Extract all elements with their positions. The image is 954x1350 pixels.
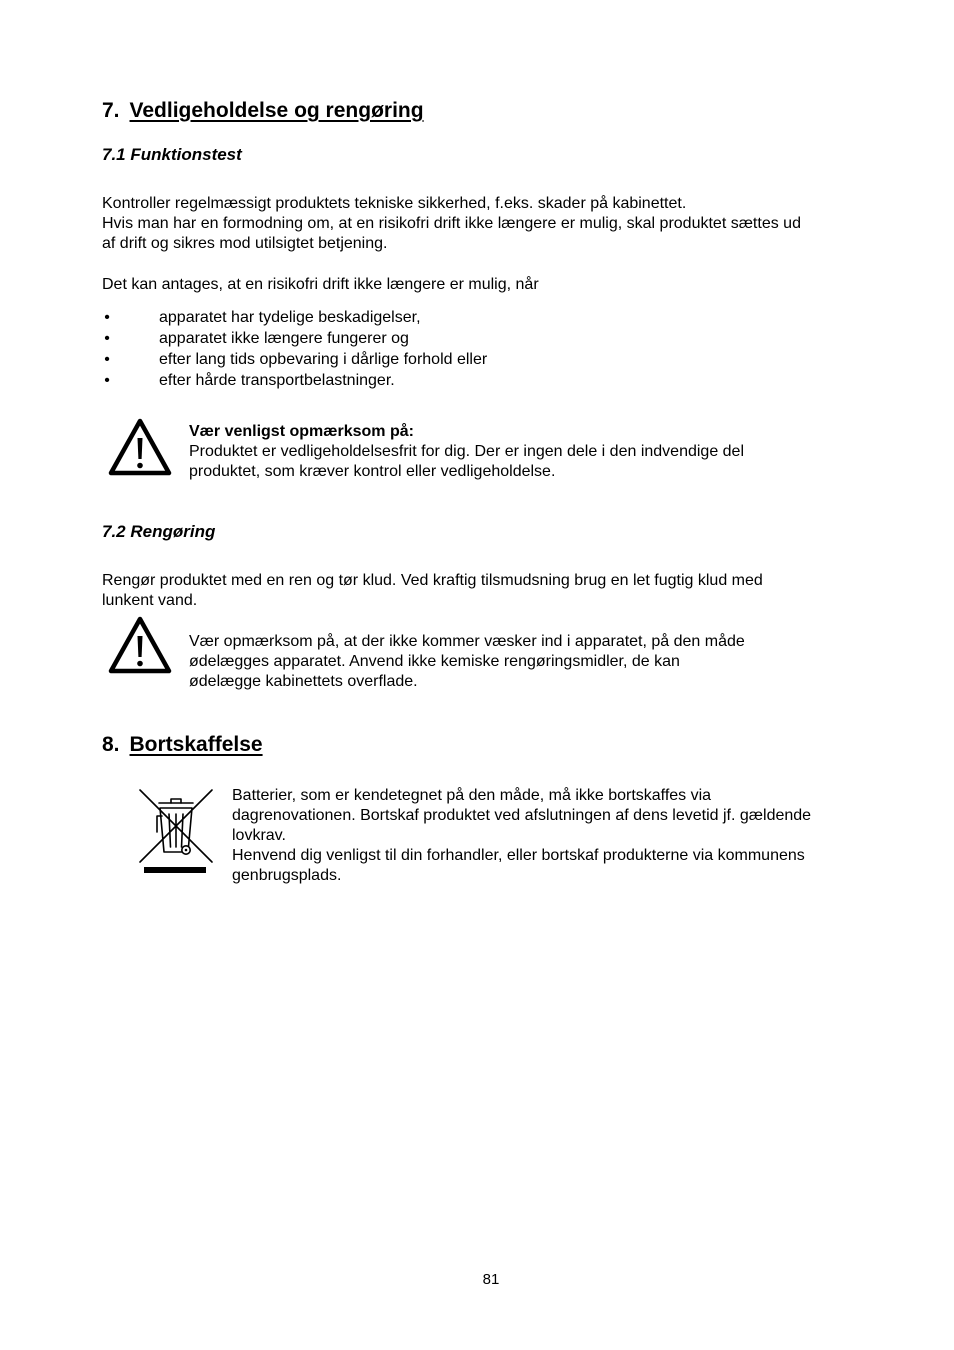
crossed-out-wheelie-bin-icon bbox=[136, 786, 216, 876]
list-item: • apparatet ikke længere fungerer og bbox=[102, 328, 802, 349]
list-item: • efter hårde transportbelastninger. bbox=[102, 370, 802, 391]
warning-heading: Vær venligst opmærksom på: bbox=[189, 423, 414, 440]
bullet-icon: • bbox=[104, 330, 110, 347]
paragraph-line: Rengør produktet med en ren og tør klud. Ved kraftig tilsmudsning brug en let fugtig klud med bbox=[102, 572, 763, 589]
paragraph-line: produktet, som kræver kontrol eller vedligeholdelse. bbox=[189, 463, 556, 480]
subsection-7-1-title: 7.1 Funktionstest bbox=[102, 145, 242, 164]
subsection-7-1-paragraph-2 bbox=[102, 275, 539, 295]
paragraph-line: ødelægge kabinettets overflade. bbox=[189, 673, 418, 690]
paragraph-line: Vær opmærksom på, at der ikke kommer væsker ind i apparatet, på den måde bbox=[189, 633, 745, 650]
warning-triangle-icon bbox=[108, 418, 172, 476]
section-8-number: 8. bbox=[102, 733, 120, 756]
bullet-icon: • bbox=[104, 309, 110, 326]
list-item: • apparatet har tydelige beskadigelser, bbox=[102, 307, 802, 328]
subsection-7-2-title: 7.2 Rengøring bbox=[102, 522, 216, 541]
paragraph-line: Kontroller regelmæssigt produktets tekniske sikkerhed, f.eks. skader på kabinettet. bbox=[102, 195, 687, 212]
section-7-heading bbox=[102, 99, 424, 123]
paragraph-line: Produktet er vedligeholdelsesfrit for dig. Der er ingen dele i den indvendige del bbox=[189, 443, 745, 460]
maintenance-warning-text bbox=[189, 422, 744, 482]
paragraph-line: lovkrav. bbox=[232, 827, 286, 844]
page-number: 81 bbox=[482, 1271, 500, 1288]
condition-bullet-list bbox=[102, 307, 802, 391]
paragraph-line: lunkent vand. bbox=[102, 592, 198, 609]
subsection-7-1-paragraph-1 bbox=[102, 194, 801, 254]
paragraph-line: Hvis man har en formodning om, at en risikofri drift ikke længere er mulig, skal produktet sættes ud bbox=[102, 215, 801, 232]
paragraph-line: ødelægges apparatet. Anvend ikke kemiske rengøringsmidler, de kan bbox=[189, 653, 680, 670]
section-7-title: Vedligeholdelse og rengøring bbox=[129, 99, 424, 122]
paragraph-line: dagrenovationen. Bortskaf produktet ved afslutningen af dens levetid jf. gældende bbox=[232, 807, 812, 824]
subsection-7-2-paragraph bbox=[102, 571, 763, 611]
list-item: • efter lang tids opbevaring i dårlige forhold eller bbox=[102, 349, 802, 370]
cleaning-warning-text bbox=[189, 632, 745, 692]
paragraph-line: af drift og sikres mod utilsigtet betjening. bbox=[102, 235, 388, 252]
paragraph-line: genbrugsplads. bbox=[232, 867, 342, 884]
disposal-text bbox=[232, 786, 811, 886]
paragraph-line: Henvend dig venligst til din forhandler, eller bortskaf produkterne via kommunens bbox=[232, 847, 805, 864]
paragraph-line: Batterier, som er kendetegnet på den måde, må ikke bortskaffes via bbox=[232, 787, 712, 804]
section-7-number: 7. bbox=[102, 99, 120, 122]
bullet-icon: • bbox=[104, 372, 110, 389]
section-8-heading bbox=[102, 733, 263, 757]
warning-triangle-icon bbox=[108, 616, 172, 674]
bullet-icon: • bbox=[104, 351, 110, 368]
section-8-title: Bortskaffelse bbox=[129, 733, 263, 756]
paragraph-line: Det kan antages, at en risikofri drift ikke længere er mulig, når bbox=[102, 276, 539, 293]
